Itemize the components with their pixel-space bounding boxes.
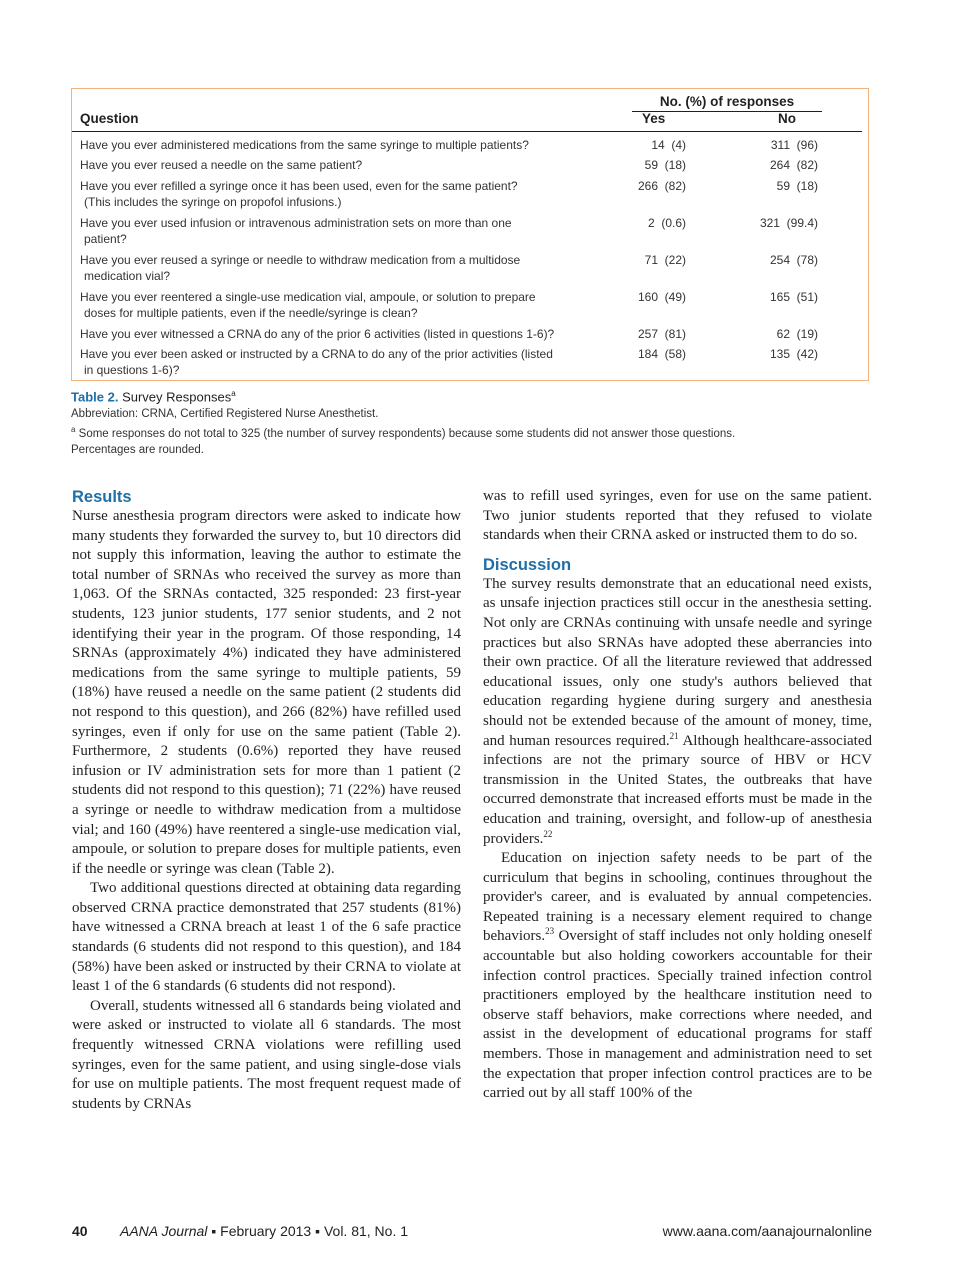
no-cell: 254 (78) bbox=[769, 253, 818, 267]
reference-23: 23 bbox=[545, 926, 555, 937]
caption-footnote bbox=[71, 422, 871, 442]
question-text: Have you ever reused a syringe or needle to withdraw medication from a multidose bbox=[80, 253, 521, 267]
no-cell: 311 (96) bbox=[770, 138, 818, 152]
question-cell bbox=[80, 252, 615, 284]
journal-issue: ▪ February 2013 ▪ Vol. 81, No. 1 bbox=[211, 1223, 409, 1239]
no-cell: 59 (18) bbox=[776, 179, 818, 193]
table-row bbox=[72, 326, 868, 346]
table-row bbox=[72, 137, 868, 157]
footnote-line-1: Some responses do not total to 325 (the number of survey respondents) because some students did not answer those questions. bbox=[78, 428, 736, 441]
column-header-yes: Yes bbox=[642, 111, 666, 126]
table-row bbox=[72, 346, 868, 383]
reference-22: 22 bbox=[543, 828, 553, 839]
journal-citation bbox=[120, 1223, 408, 1239]
table-caption bbox=[71, 389, 871, 458]
caption-label: Table 2. bbox=[71, 389, 119, 405]
footnote-line-2: Percentages are rounded. bbox=[71, 444, 204, 457]
left-column bbox=[72, 487, 461, 1114]
question-cell bbox=[80, 326, 615, 342]
question-text: Have you ever witnessed a CRNA do any of the prior 6 activities (listed in questions 1-6)? bbox=[80, 327, 555, 341]
results-paragraph-1: Nurse anesthesia program directors were asked to indicate how many students they forwarded the survey to, but 10 directors did not supply this information, leaving the author to estimate the total number of SRNAs who received the survey as more than 1,063. Of the SRNAs contacted, 325 responded: 23 first-year students, 123 junior students, 177 senior students, and 2 not identifying their year in the program. Of those responding, 14 SRNAs (approximately 4%) indicated they have administered medications from the same syringe to multiple patients, 59 (18%) have reused a needle on the same patient (2 students did not respond to this question), and 266 (82%) have refilled used syringes, even if only for use on the same patient (Table 2). Furthermore, 2 students (0.6%) reported they have reused infusion or IV administration sets for more than 1 patient (2 students did not respond to this question); 71 (22%) have reused a syringe or needle to withdraw medication from a multidose vial; and 160 (49%) have reentered a single-use medication vial, ampoule, or solution to prepare doses for multiple patients, even if the needle or syringe was clean (Table 2). bbox=[72, 508, 461, 877]
page-number: 40 bbox=[72, 1223, 88, 1239]
table-body bbox=[72, 137, 868, 383]
column-header-no: No bbox=[778, 111, 796, 126]
yes-cell: 2 (0.6) bbox=[647, 216, 686, 230]
caption-abbreviation: Abbreviation: CRNA, Certified Registered Nurse Anesthetist. bbox=[71, 408, 379, 421]
question-text-cont: in questions 1-6)? bbox=[84, 363, 180, 377]
discussion-paragraph-1 bbox=[483, 575, 872, 849]
discussion-paragraph-2 bbox=[483, 849, 872, 1104]
journal-url: www.aana.com/aanajournalonline bbox=[662, 1223, 872, 1239]
caption-title-sup: a bbox=[231, 389, 236, 398]
results-paragraph-continued: was to refill used syringes, even for use on the same patient. Two junior students reported that they refused to violate standards when their CRNA asked or instructed them to do so. bbox=[483, 488, 872, 544]
discussion-p2-text-a: Education on injection safety needs to be part of the curriculum that begins in schooling, continues throughout the provider's career, and is evaluated by annual competencies. Repeated training is a necessary element required to change behaviors. bbox=[483, 850, 872, 945]
question-text: Have you ever used infusion or intravenous administration sets on more than one bbox=[80, 216, 512, 230]
footnote-mark: a bbox=[71, 425, 76, 435]
question-cell bbox=[80, 137, 615, 153]
table-row bbox=[72, 289, 868, 326]
yes-cell: 59 (18) bbox=[644, 158, 686, 172]
caption-title-text: Survey Responses bbox=[122, 389, 232, 405]
no-cell: 264 (82) bbox=[769, 158, 818, 172]
results-paragraph-3: Overall, students witnessed all 6 standards being violated and were asked or instructed to violate all 6 standards. The most frequently witnessed CRNA violations were refilling used syringes, even for the same patient, and using single-dose vials for use on multiple patients. The most frequent request made of students by CRNAs bbox=[72, 997, 461, 1112]
discussion-heading: Discussion bbox=[483, 555, 572, 574]
question-text: Have you ever reused a needle on the same patient? bbox=[80, 158, 363, 172]
caption-title bbox=[71, 389, 871, 404]
question-text-cont: medication vial? bbox=[84, 269, 171, 283]
page-footer bbox=[72, 1223, 872, 1239]
results-paragraph-2: Two additional questions directed at obtaining data regarding observed CRNA practice demonstrated that 257 students (81%) have witnessed a CRNA breach at least 1 of the 6 safe practice standards (6 students did not respond to this question), and 184 (58%) have been asked or instructed by their CRNA to violate at least 1 of the 6 standards (6 students did not respond). bbox=[72, 880, 461, 995]
survey-table bbox=[71, 88, 869, 381]
question-cell bbox=[80, 346, 615, 378]
yes-cell: 184 (58) bbox=[637, 347, 686, 361]
question-text-cont: doses for multiple patients, even if the needle/syringe is clean? bbox=[84, 306, 418, 320]
table-row bbox=[72, 178, 868, 215]
header-rule bbox=[72, 131, 862, 132]
no-cell: 321 (99.4) bbox=[759, 216, 818, 230]
right-column bbox=[483, 487, 872, 1104]
question-cell bbox=[80, 289, 615, 321]
yes-cell: 257 (81) bbox=[637, 327, 686, 341]
yes-cell: 160 (49) bbox=[637, 290, 686, 304]
discussion-p1-text-b: Although healthcare-associated infections are not the primary source of HBV or HCV transmission in the United States, the outbreaks that have occurred demonstrate that increased efforts must be made in the education and training, oversight, and follow-up of anesthesia providers. bbox=[483, 732, 872, 847]
question-text-cont: patient? bbox=[84, 232, 127, 246]
question-cell bbox=[80, 157, 615, 173]
question-cell bbox=[80, 215, 615, 247]
discussion-p2-text-b: Oversight of staff includes not only holding oneself accountable but also holding coworkers accountable for their infection control practices. Specially trained infection control practitioners employed by the healthcare institution need to observe staff behaviors, make corrections where needed, and assist in the development of educational programs for staff members. Those in management and administration need to set the expectation that proper infection control practices are to be carried out by all staff 100% of the bbox=[483, 928, 872, 1102]
no-cell: 62 (19) bbox=[776, 327, 818, 341]
question-text: Have you ever refilled a syringe once it has been used, even for the same patient? bbox=[80, 179, 518, 193]
no-cell: 135 (42) bbox=[769, 347, 818, 361]
discussion-p1-text-a: The survey results demonstrate that an educational need exists, as unsafe injection practices still occur in the anesthesia setting. Not only are CRNAs continuing with unsafe needle and syringe practices but also SRNAs have adopted these aberrancies into their own practice. Of all the literature reviewed that addressed educational issues, only one study's authors believed that education regarding hygiene during surgery and anesthesia should not be extended because of the amount of money, time, and human resources required. bbox=[483, 575, 872, 749]
table-row bbox=[72, 252, 868, 289]
question-text: Have you ever been asked or instructed by a CRNA to do any of the prior activities (listed bbox=[80, 347, 553, 361]
table-row bbox=[72, 157, 868, 178]
yes-cell: 71 (22) bbox=[644, 253, 686, 267]
table-group-header: No. (%) of responses bbox=[659, 94, 795, 109]
table-row bbox=[72, 215, 868, 252]
column-header-question: Question bbox=[80, 111, 139, 126]
question-text: Have you ever reentered a single-use medication vial, ampoule, or solution to prepare bbox=[80, 290, 536, 304]
question-cell bbox=[80, 178, 615, 210]
journal-name: AANA Journal bbox=[120, 1223, 208, 1239]
no-cell: 165 (51) bbox=[769, 290, 818, 304]
reference-21: 21 bbox=[669, 730, 679, 741]
question-text: Have you ever administered medications from the same syringe to multiple patients? bbox=[80, 138, 529, 152]
yes-cell: 14 (4) bbox=[651, 138, 686, 152]
yes-cell: 266 (82) bbox=[637, 179, 686, 193]
results-heading: Results bbox=[72, 488, 132, 506]
question-text-cont: (This includes the syringe on propofol infusions.) bbox=[84, 195, 342, 209]
